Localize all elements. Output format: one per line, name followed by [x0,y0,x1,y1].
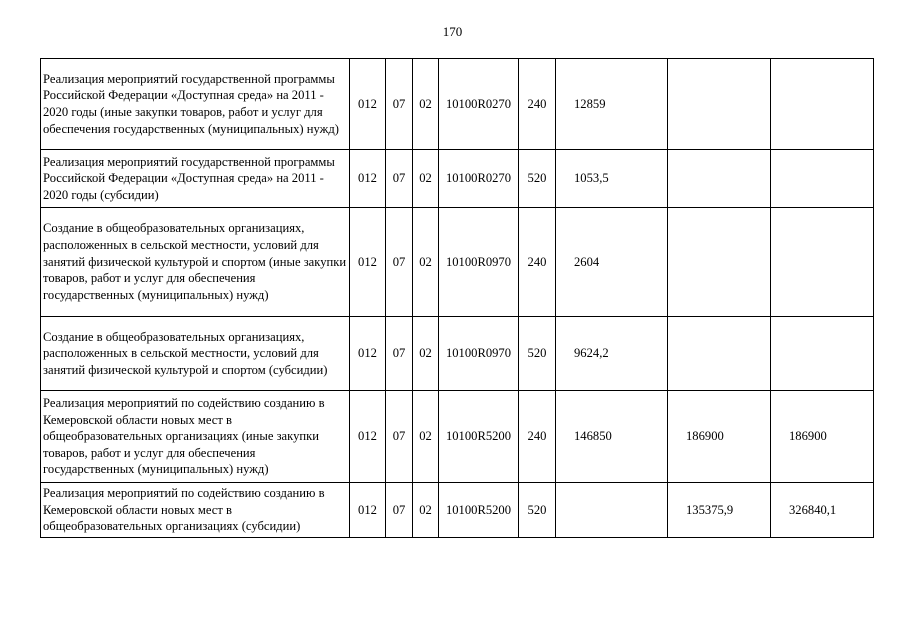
amount-year-1: 1053,5 [556,150,668,208]
table-row [41,59,874,150]
amount-year-2 [668,208,771,317]
subsection-code: 02 [413,150,439,208]
target-article-code: 10100R0970 [439,317,519,391]
amount-year-3 [771,150,874,208]
ministry-code: 012 [350,483,386,538]
target-article-code: 10100R0270 [439,59,519,150]
row-name: Реализация мероприятий по содействию созданию в Кемеровской области новых мест в общеобразовательных организациях (субсидии) [41,483,350,538]
ministry-code: 012 [350,59,386,150]
table-row [41,483,874,538]
target-article-code: 10100R5200 [439,483,519,538]
subsection-code: 02 [413,208,439,317]
target-article-code: 10100R0970 [439,208,519,317]
row-name: Создание в общеобразовательных организациях, расположенных в сельской местности, условий для занятий физической культурой и спортом (иные закупки товаров, работ и услуг для обеспечения государственных (муниципальных) нужд) [41,208,350,317]
ministry-code: 012 [350,208,386,317]
amount-year-2: 186900 [668,391,771,483]
expense-type-code: 240 [519,391,556,483]
amount-year-1: 9624,2 [556,317,668,391]
amount-year-3: 186900 [771,391,874,483]
amount-year-3 [771,59,874,150]
table-row [41,391,874,483]
expense-type-code: 520 [519,317,556,391]
section-code: 07 [386,391,413,483]
amount-year-3 [771,317,874,391]
amount-year-3: 326840,1 [771,483,874,538]
amount-year-1 [556,483,668,538]
target-article-code: 10100R5200 [439,391,519,483]
amount-year-3 [771,208,874,317]
subsection-code: 02 [413,391,439,483]
section-code: 07 [386,59,413,150]
ministry-code: 012 [350,150,386,208]
amount-year-2: 135375,9 [668,483,771,538]
expense-type-code: 520 [519,483,556,538]
section-code: 07 [386,483,413,538]
amount-year-1: 12859 [556,59,668,150]
row-name: Создание в общеобразовательных организациях, расположенных в сельской местности, условий для занятий физической культурой и спортом (субсидии) [41,317,350,391]
ministry-code: 012 [350,391,386,483]
amount-year-1: 146850 [556,391,668,483]
budget-table [40,58,874,538]
table-row [41,150,874,208]
expense-type-code: 240 [519,208,556,317]
subsection-code: 02 [413,59,439,150]
expense-type-code: 240 [519,59,556,150]
section-code: 07 [386,150,413,208]
table-row [41,208,874,317]
subsection-code: 02 [413,483,439,538]
section-code: 07 [386,317,413,391]
amount-year-2 [668,59,771,150]
amount-year-2 [668,150,771,208]
row-name: Реализация мероприятий по содействию созданию в Кемеровской области новых мест в общеобразовательных организациях (иные закупки товаров, работ и услуг для обеспечения государственных (муниципальных) нужд) [41,391,350,483]
amount-year-2 [668,317,771,391]
expense-type-code: 520 [519,150,556,208]
row-name: Реализация мероприятий государственной программы Российской Федерации «Доступная среда» на 2011 - 2020 годы (иные закупки товаров, работ и услуг для обеспечения государственных (муниципальных) нужд) [41,59,350,150]
section-code: 07 [386,208,413,317]
page-number: 170 [442,24,463,39]
row-name: Реализация мероприятий государственной программы Российской Федерации «Доступная среда» на 2011 - 2020 годы (субсидии) [41,150,350,208]
target-article-code: 10100R0270 [439,150,519,208]
ministry-code: 012 [350,317,386,391]
amount-year-1: 2604 [556,208,668,317]
subsection-code: 02 [413,317,439,391]
table-row [41,317,874,391]
